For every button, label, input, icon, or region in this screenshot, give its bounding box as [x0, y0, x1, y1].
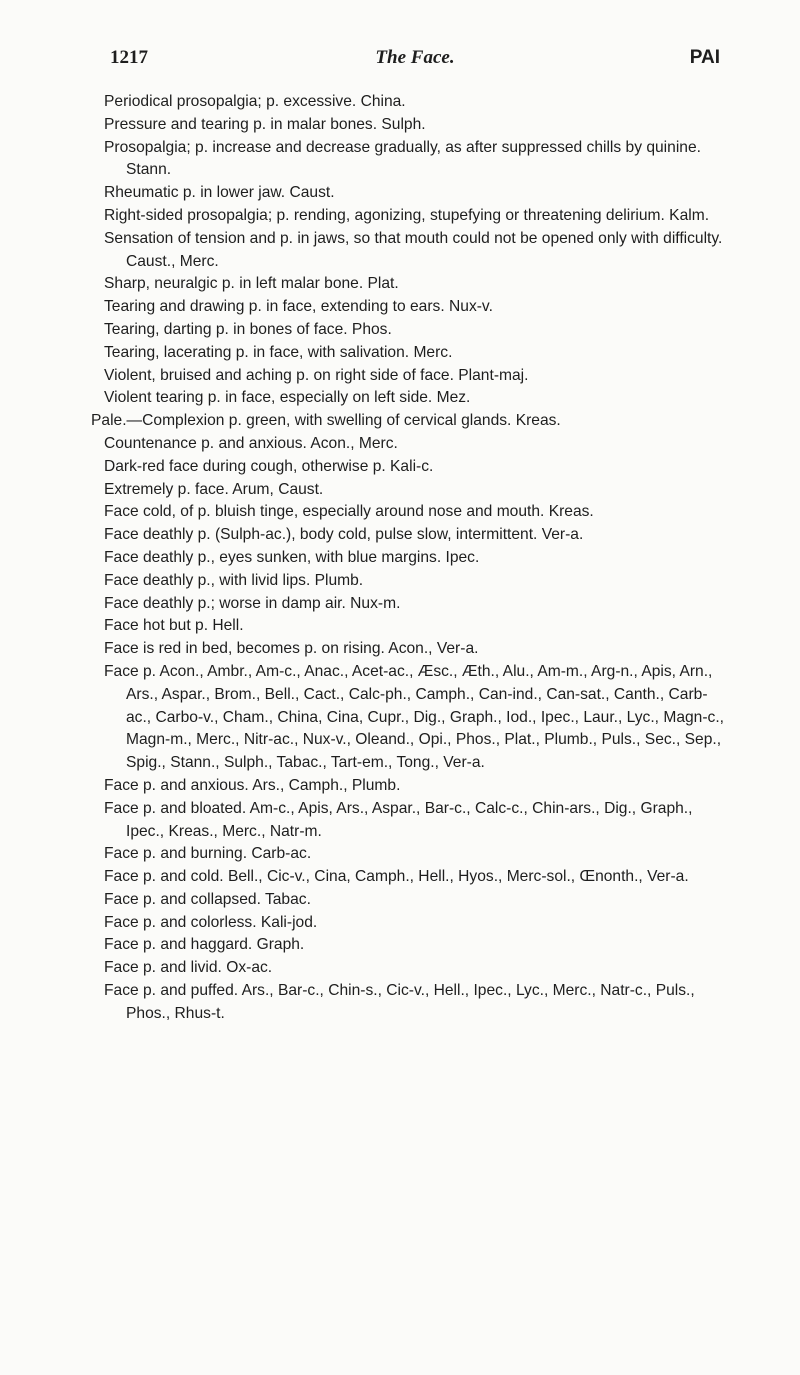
entry: Face p. and burning. Carb-ac.	[104, 845, 312, 863]
entry: Prosopalgia; p. increase and decrease gradually, as after suppressed chills by quinine. Stann.	[104, 138, 701, 179]
entry: Tearing, lacerating p. in face, with salivation. Merc.	[104, 343, 453, 361]
entry: Face deathly p. (Sulph-ac.), body cold, pulse slow, intermittent. Ver-a.	[104, 526, 584, 544]
entry: Violent tearing p. in face, especially on left side. Mez.	[104, 389, 471, 407]
rubric-pale: Pale.—Complexion p. green, with swelling of cervical glands. Kreas.	[91, 412, 561, 430]
entry: Face p. and anxious. Ars., Camph., Plumb.	[104, 776, 401, 794]
entry: Face p. and bloated. Am-c., Apis, Ars., Aspar., Bar-c., Calc-c., Chin-ars., Dig., Graph., Ipec., Kreas., Merc., Natr-m.	[104, 799, 693, 840]
page-body	[91, 91, 726, 1026]
page-title: The Face.	[375, 47, 455, 68]
entry: Face hot but p. Hell.	[104, 617, 244, 635]
entry: Sharp, neuralgic p. in left malar bone. Plat.	[104, 275, 399, 293]
entry: Tearing and drawing p. in face, extending to ears. Nux-v.	[104, 298, 493, 316]
entry: Periodical prosopalgia; p. excessive. China.	[104, 93, 406, 110]
entry: Face p. and livid. Ox-ac.	[104, 959, 273, 977]
entry: Face p. and colorless. Kali-jod.	[104, 913, 318, 931]
entry: Pressure and tearing p. in malar bones. Sulph.	[104, 115, 426, 133]
page-header	[110, 47, 720, 77]
entry: Face p. and haggard. Graph.	[104, 936, 305, 954]
page-number: 1217	[110, 47, 148, 68]
entry: Extremely p. face. Arum, Caust.	[104, 480, 324, 498]
entry: Face p. Acon., Ambr., Am-c., Anac., Acet-ac., Æsc., Æth., Alu., Am-m., Arg-n., Apis, Arn., Ars., Aspar., Brom., Bell., Cact., Calc-ph., Camph., Can-ind., Can-sat., Canth., Carb-ac., Carbo-v., Cham., China, Cina, Cupr., Dig., Graph., Iod., Ipec., Laur., Lyc., Magn-c., Magn-m., Merc., Nitr-ac., Nux-v., Oleand., Opi., Phos., Plat., Plumb., Puls., Sec., Sep., Spig., Stann., Sulph., Tabac., Tart-em., Tong., Ver-a.	[104, 662, 725, 772]
entry: Face p. and collapsed. Tabac.	[104, 890, 311, 908]
entry: Face p. and cold. Bell., Cic-v., Cina, Camph., Hell., Hyos., Merc-sol., Œnonth., Ver-a.	[104, 868, 689, 886]
entry: Face deathly p., eyes sunken, with blue margins. Ipec.	[104, 548, 480, 566]
section-label: PAI	[689, 47, 720, 68]
entry: Sensation of tension and p. in jaws, so that mouth could not be opened only with difficulty. Caust., Merc.	[104, 229, 723, 270]
entry: Face is red in bed, becomes p. on rising. Acon., Ver-a.	[104, 640, 479, 658]
entry: Countenance p. and anxious. Acon., Merc.	[104, 434, 398, 452]
entry: Tearing, darting p. in bones of face. Phos.	[104, 320, 392, 338]
entry: Face deathly p., with livid lips. Plumb.	[104, 571, 364, 589]
entry: Face p. and puffed. Ars., Bar-c., Chin-s., Cic-v., Hell., Ipec., Lyc., Merc., Natr-c., Puls., Phos., Rhus-t.	[104, 982, 695, 1022]
entry: Dark-red face during cough, otherwise p. Kali-c.	[104, 457, 434, 475]
entry: Right-sided prosopalgia; p. rending, agonizing, stupefying or threatening delirium. Kalm.	[104, 206, 710, 224]
entry: Rheumatic p. in lower jaw. Caust.	[104, 184, 335, 202]
entry: Face cold, of p. bluish tinge, especially around nose and mouth. Kreas.	[104, 503, 594, 521]
entry: Violent, bruised and aching p. on right side of face. Plant-maj.	[104, 366, 529, 384]
entry: Face deathly p.; worse in damp air. Nux-m.	[104, 594, 401, 612]
